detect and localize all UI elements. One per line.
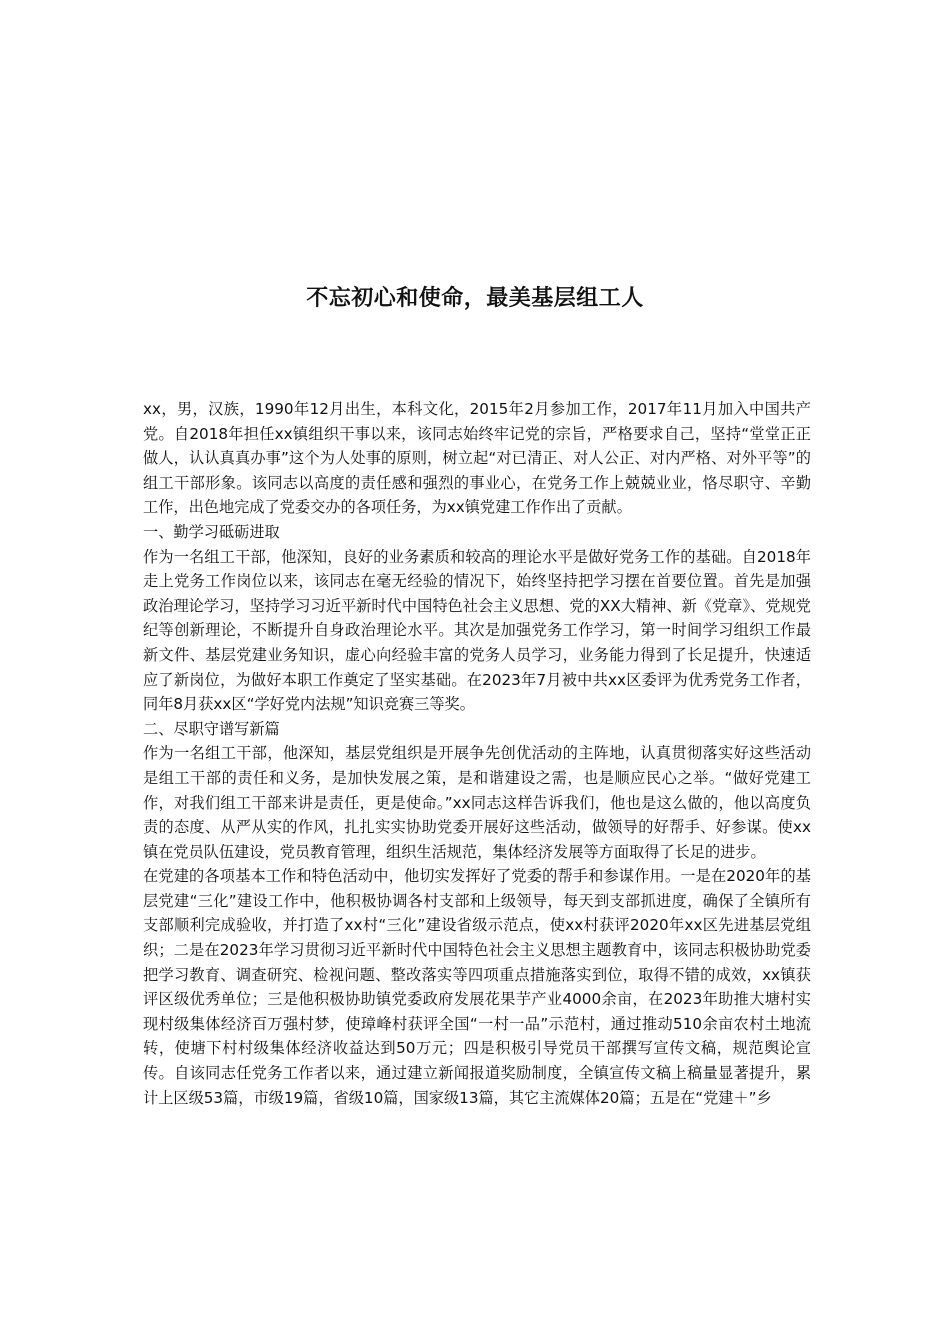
section-heading-2: 二、尽职守谱写新篇 [143, 719, 280, 738]
paragraph-intro: xx，男，汉族，1990年12月出生，本科文化，2015年2月参加工作，2017年11月加入中国共产党。自2018年担任xx镇组织干事以来，该同志始终牢记党的宗旨，严格要求自己，坚持“堂堂正正做人，认认真真办事”这个为人处事的原则，树立起“对已清正、对人公正、对内严格、对外平等”的组工干部形象。该同志以高度的责任感和强烈的事业心，在党务工作上兢兢业业，恪尽职守、辛勤工作，出色地完成了党委交办的各项任务，为xx镇党建工作作出了贡献。 [143, 400, 811, 517]
paragraph-duty: 作为一名组工干部，他深知，基层党组织是开展争先创优活动的主阵地，认真贯彻落实好这些活动是组工干部的责任和义务，是加快发展之策，是和谐建设之需，也是顺应民心之举。“做好党建工作，对我们组工干部来讲是责任，更是使命。”xx同志这样告诉我们，他也是这么做的，他以高度负责的态度、从严从实的作风，扎扎实实协助党委开展好这些活动，做领导的好帮手、好参谋。使xx镇在党员队伍建设，党员教育管理，组织生活规范，集体经济发展等方面取得了长足的进步。 [143, 744, 811, 861]
paragraph-party-building: 在党建的各项基本工作和特色活动中，他切实发挥好了党委的帮手和参谋作用。一是在2020年的基层党建“三化”建设工作中，他积极协调各村支部和上级领导，每天到支部抓进度，确保了全镇所有支部顺利完成验收，并打造了xx村“三化”建设省级示范点，使xx村获评2020年xx区先进基层党组织；二是在2023年学习贯彻习近平新时代中国特色社会主义思想主题教育中，该同志积极协助党委把学习教育、调查研究、检视问题、整改落实等四项重点措施落实到位，取得不错的成效，xx镇获评区级优秀单位；三是他积极协助镇党委政府发展花果芋产业4000余亩，在2023年助推大塘村实现村级集体经济百万强村梦，使璋峰村获评全国“一村一品”示范村，通过推动510余亩农村土地流转，使塘下村村级集体经济收益达到50万元；四是积极引导党员干部撰写宣传文稿，规范舆论宣传。自该同志任党务工作者以来，通过建立新闻报道奖励制度，全镇宣传文稿上稿量显著提升，累计上区级53篇，市级19篇，省级10篇，国家级13篇，其它主流媒体20篇；五是在“党建＋”乡 [143, 867, 811, 1107]
paragraph-study: 作为一名组工干部，他深知，良好的业务素质和较高的理论水平是做好党务工作的基础。自2018年走上党务工作岗位以来，该同志在毫无经验的情况下，始终坚持把学习摆在首要位置。首先是加强政治理论学习，坚持学习习近平新时代中国特色社会主义思想、党的XX大精神、新《党章》、党规党纪等创新理论，不断提升自身政治理论水平。其次是加强党务工作学习，第一时间学习组织工作最新文件、基层党建业务知识，虚心向经验丰富的党务人员学习，业务能力得到了长足提升，快速适应了新岗位，为做好本职工作奠定了坚实基础。在2023年7月被中共xx区委评为优秀党务工作者，同年8月获xx区“学好党内法规”知识竞赛三等奖。 [143, 547, 811, 714]
section-heading-1: 一、勤学习砥砺进取 [143, 522, 280, 541]
document-body [143, 397, 811, 1110]
document-title: 不忘初心和使命，最美基层组工人 [306, 286, 644, 311]
